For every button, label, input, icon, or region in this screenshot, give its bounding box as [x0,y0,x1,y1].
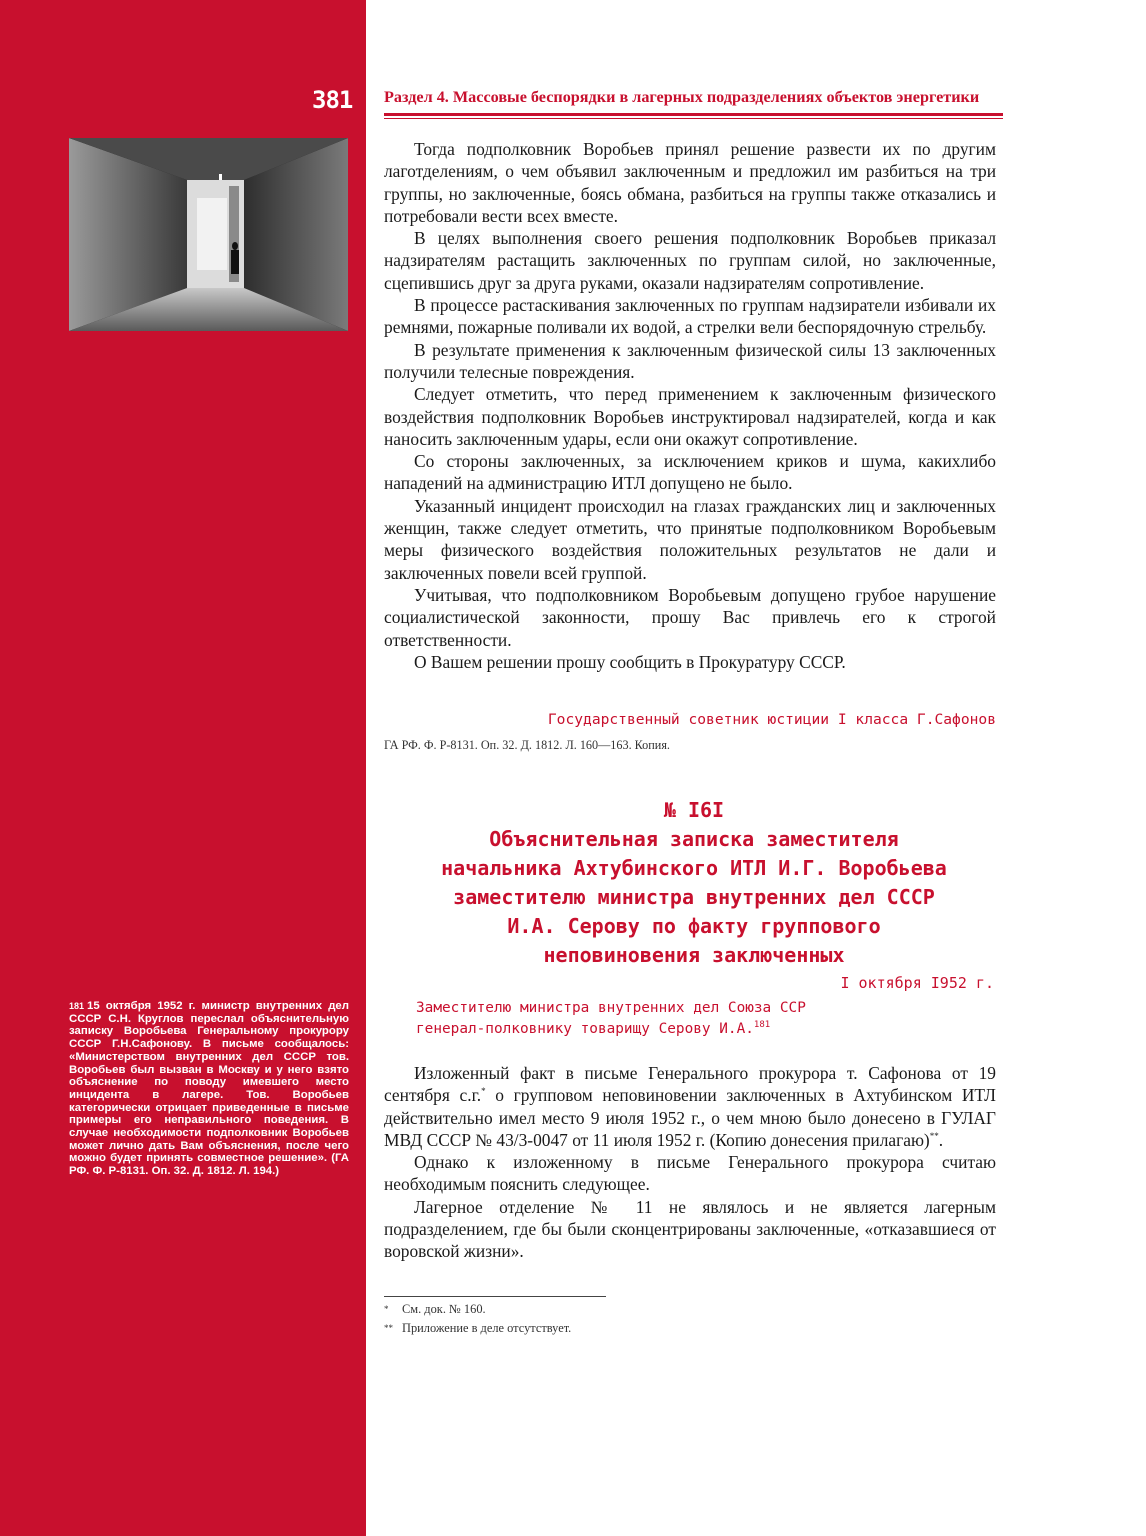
footnote-mark: ** [384,1323,393,1333]
paragraph: Тогда подполковник Воробьев принял решение развести их по другим лаготделениям, о чем объявил заключенным и предложил им разбиться на три группы, но заключенные, боясь обмана, разбиться на группы также отказались и потребовали вести всех вместе. [384,139,996,226]
paragraph: В процессе растаскивания заключенных по группам надзиратели избивали их ремнями, пожарные поливали их водой, а стрелки вели беспорядочную стрельбу. [384,295,996,338]
sidebar-footnote-text: 15 октября 1952 г. министр внутренних дел СССР С.Н. Круглов переслал объяснительную записку Воробьева Генеральному прокурору СССР Г.Н.Сафонову. В письме сообщалось: «Министерством внутренних дел СССР тов. Воробьев был вызван в Москву и у него взято объяснение по поводу имевшего место инцидента в лагере. Тов. Воробьев категорически отрицает приведенные в письме примеры его неправильного поведения. В случае необходимости подполковник Воробьев может лично дать Вам объяснения, после чего можно будет принять совместное решение». (ГА РФ. Ф. Р-8131. Оп. 32. Д. 1812. Л. 194.) [69,1000,349,1178]
paragraph-text: о групповом неповиновении заключенных в Ахтубинском ИТЛ действительно имел место 9 июля 1952 г., о чем мною было донесено в ГУЛАГ МВД СССР № 43/3-0047 от 11 июля 1952 г. (Копию донесения прилагаю) [384,1085,996,1150]
footnote-mark: * [384,1304,389,1314]
paragraph: Со стороны заключенных, за исключением криков и шума, какихлибо нападений на администрацию ИТЛ допущено не было. [384,451,996,494]
footnote-ref[interactable]: 181 [753,1020,771,1031]
document-date: I октября I952 г. [840,974,994,992]
footnote-ref[interactable]: ** [929,1131,939,1142]
paragraph: В целях выполнения своего решения подполковник Воробьев приказал надзирателям растащить заключенных по группам силой, но заключенные, сцепившись друг за друга руками, оказали надзирателям сопротивление. [384,228,996,293]
addressee [416,998,806,1040]
addressee-line: Заместителю министра внутренних дел Союза ССР [416,1000,806,1016]
title-line: № I6I [663,798,725,822]
signature: Государственный советник юстиции I класса Г.Сафонов [547,711,996,728]
addressee-line: генерал-полковнику товарищу Серову И.А. [416,1021,754,1037]
footnote-ref[interactable]: * [481,1086,486,1097]
document-161-title [384,796,1004,970]
footnote-text: См. док. № 160. [402,1302,486,1316]
footnote-rule [384,1296,606,1297]
paragraph: Однако к изложенному в письме Генерального прокурора считаю необходимым пояснить следующее. [384,1152,996,1195]
paragraph-text: . [938,1129,944,1150]
corridor-photograph-icon [69,138,348,331]
footnotes [384,1300,571,1338]
header-rule-thin [384,118,1003,119]
archive-source: ГА РФ. Ф. Р-8131. Оп. 32. Д. 1812. Л. 160—163. Копия. [384,738,670,752]
title-line: И.А. Серову по факту группового [507,914,881,938]
paragraph: О Вашем решении прошу сообщить в Прокуратуру СССР. [414,651,846,672]
paragraph: Следует отметить, что перед применением к заключенным физического воздействия подполковник Воробьев инструктировал надзирателей, когда и как наносить заключенным удары, если они окажут сопротивление. [384,384,996,449]
sidebar-footnote [69,1000,349,1178]
paragraph: Лагерное отделение № 11 не являлось и не является лагерным подразделением, где бы были сконцентрированы заключенные, «отказавшиеся от воровской жизни». [384,1196,996,1262]
footnote-text: Приложение в деле отсутствует. [402,1321,572,1335]
corridor-photo [69,138,348,331]
title-line: неповиновения заключенных [543,943,845,967]
document-160-body [384,138,996,673]
title-line: начальника Ахтубинского ИТЛ И.Г. Воробьева [441,856,947,880]
title-line: заместителю министра внутренних дел СССР [453,885,935,909]
paragraph: Учитывая, что подполковником Воробьевым допущено грубое нарушение социалистической законности, прошу Вас привлечь его к строгой ответственности. [384,584,996,650]
section-header: Раздел 4. Массовые беспорядки в лагерных подразделениях объектов энергетики [384,88,980,106]
sidebar-footnote-number: 181 [69,1001,85,1011]
paragraph: Указанный инцидент происходил на глазах гражданских лиц и заключенных женщин, также следует отметить, что принятые подполковником Воробьевым меры физического воздействия положительных результатов не дали и заключенных повели всей группой. [384,495,996,583]
page-number: 381 [312,86,353,114]
paragraph [384,1062,996,1151]
footnote [384,1300,571,1319]
paragraph-text: Изложенный факт в письме Генерального прокурора т. Сафонова от 19 сентября с.г. [384,1063,996,1106]
title-line: Объяснительная записка заместителя [489,827,899,851]
document-161-body [384,1062,996,1263]
footnote [384,1319,571,1338]
paragraph: В результате применения к заключенным физической силы 13 заключенных получили телесные повреждения. [384,339,996,382]
header-rule [384,113,1003,116]
